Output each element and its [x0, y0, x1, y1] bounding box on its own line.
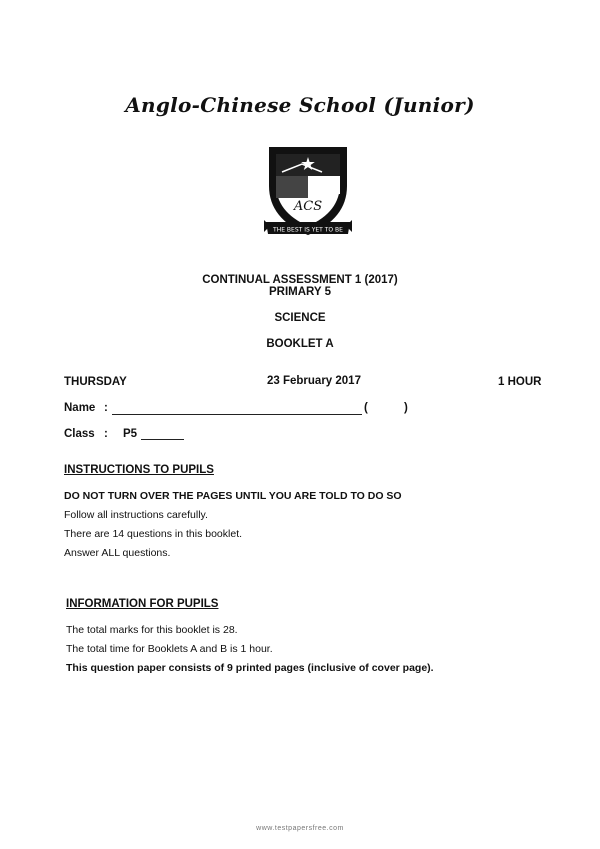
class-input-line[interactable]	[141, 439, 184, 440]
booklet-title: BOOKLET A	[266, 338, 334, 350]
name-input-line[interactable]	[112, 414, 362, 415]
school-name: Anglo-Chinese School (Junior)	[125, 93, 475, 117]
subject-title: SCIENCE	[274, 312, 326, 324]
school-crest-logo	[262, 142, 354, 242]
information-heading: INFORMATION FOR PUPILS	[66, 598, 219, 610]
instructions-line-3: Answer ALL questions.	[64, 547, 171, 559]
assessment-title: CONTINUAL ASSESSMENT 1 (2017)	[202, 274, 398, 286]
class-value: P5	[123, 428, 138, 440]
crest-letters: ACS	[293, 199, 323, 214]
exam-date: 23 February 2017	[267, 375, 361, 387]
name-label: Name	[64, 402, 96, 414]
instructions-line-1: Follow all instructions carefully.	[64, 509, 208, 521]
information-line-2: The total time for Booklets A and B is 1 hour.	[66, 643, 273, 655]
index-open-bracket: (	[364, 402, 368, 414]
instructions-heading: INSTRUCTIONS TO PUPILS	[64, 464, 214, 476]
index-close-bracket: )	[404, 402, 408, 414]
information-line-1: The total marks for this booklet is 28.	[66, 624, 238, 636]
name-colon: :	[104, 402, 108, 414]
instructions-line-2: There are 14 questions in this booklet.	[64, 528, 243, 540]
class-label: Class	[64, 428, 95, 440]
footer-watermark: www.testpapersfree.com	[256, 825, 344, 832]
class-colon: :	[104, 428, 108, 440]
exam-day: THURSDAY	[64, 376, 127, 388]
information-line-3: This question paper consists of 9 printed pages (inclusive of cover page).	[66, 662, 434, 674]
exam-duration: 1 HOUR	[498, 376, 542, 388]
level-title: PRIMARY 5	[269, 286, 331, 298]
instructions-warning: DO NOT TURN OVER THE PAGES UNTIL YOU ARE TOLD TO DO SO	[64, 490, 402, 502]
crest-motto: THE BEST IS YET TO BE	[273, 226, 343, 234]
